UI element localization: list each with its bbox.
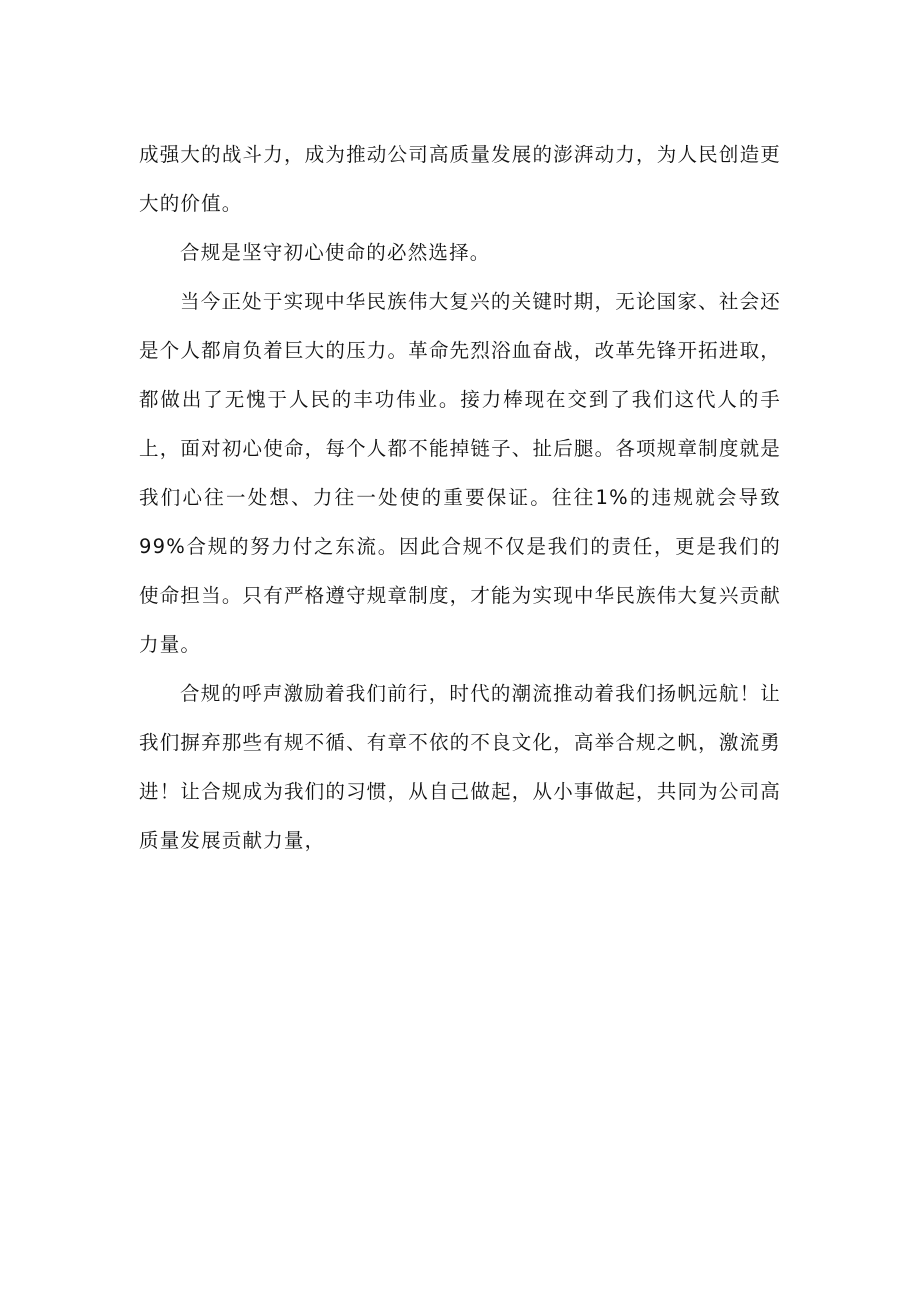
paragraph-continuation: 成强大的战斗力，成为推动公司高质量发展的澎湃动力，为人民创造更大的价值。	[139, 143, 781, 215]
paragraph-body-2: 合规的呼声激励着我们前行，时代的潮流推动着我们扬帆远航！让我们摒弃那些有规不循、有章不依的不良文化，高举合规之帆，激流勇进！让合规成为我们的习惯，从自己做起，从小事做起，共同为公司高质量发展贡献力量，	[139, 682, 781, 852]
document-body	[139, 130, 781, 865]
section-heading: 合规是坚守初心使命的必然选择。	[180, 241, 491, 264]
paragraph-body-1: 当今正处于实现中华民族伟大复兴的关键时期，无论国家、社会还是个人都肩负着巨大的压力。革命先烈浴血奋战，改革先锋开拓进取，都做出了无愧于人民的丰功伟业。接力棒现在交到了我们这代人的手上，面对初心使命，每个人都不能掉链子、扯后腿。各项规章制度就是我们心往一处想、力往一处使的重要保证。往往1%的违规就会导致99%合规的努力付之东流。因此合规不仅是我们的责任，更是我们的使命担当。只有严格遵守规章制度，才能为实现中华民族伟大复兴贡献力量。	[139, 290, 781, 656]
